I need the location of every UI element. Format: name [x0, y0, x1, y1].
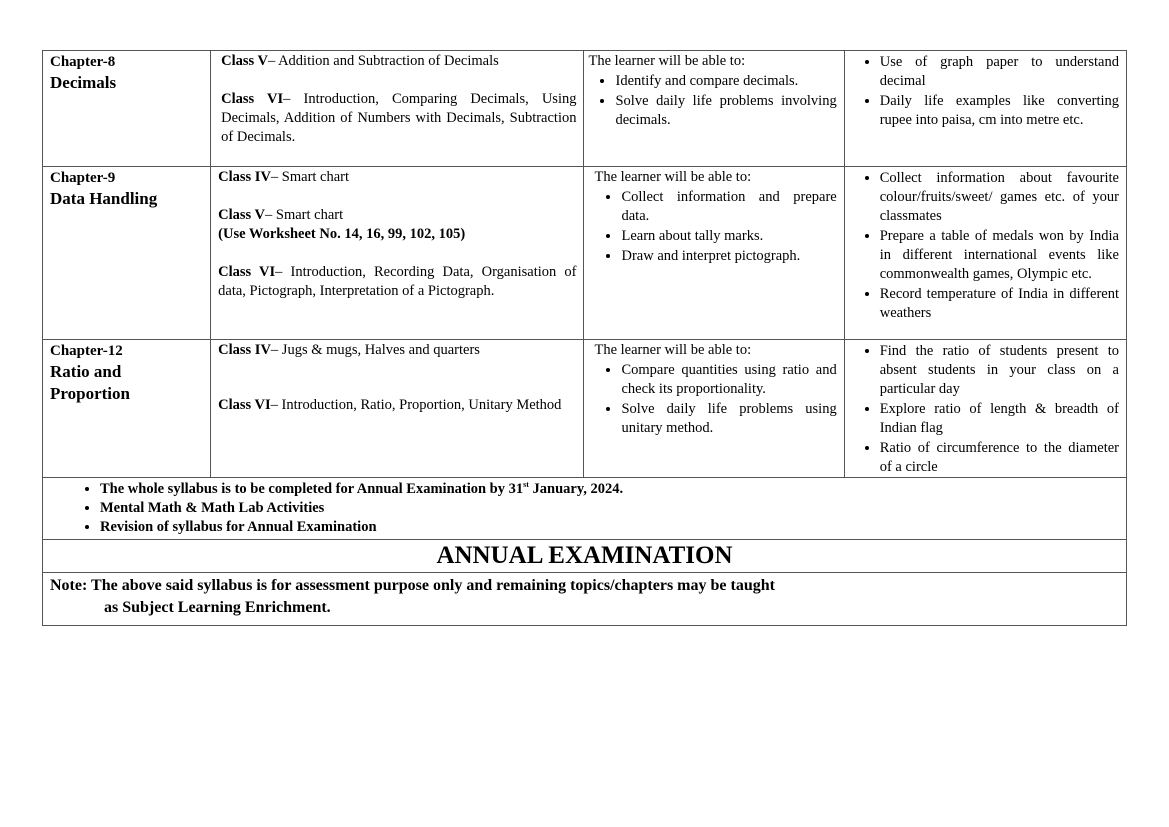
list-item: • Identify and compare decimals. [615, 71, 836, 91]
note-line: Note: The above said syllabus is for assessment purpose only and remaining topics/chapters may be taught [50, 577, 775, 594]
outcomes-list [594, 187, 836, 266]
list-item: • Use of graph paper to understand decimal [880, 52, 1119, 91]
outcomes-cell [584, 51, 844, 167]
list-item: • Ratio of circumference to the diameter of a circle [880, 438, 1119, 477]
chapter-cell [43, 340, 211, 478]
chapter-cell [43, 167, 211, 340]
notes-list [43, 480, 1126, 537]
table-row [43, 167, 1127, 340]
class-label: Class VI [218, 397, 271, 413]
list-item: • Compare quantities using ratio and check its proportionality. [621, 360, 836, 399]
outcomes-cell [584, 167, 844, 340]
list-item: • Draw and interpret pictograph. [621, 246, 836, 266]
syllabus-page [42, 50, 1127, 626]
notes-row [43, 478, 1127, 540]
class-label: Class VI [221, 91, 284, 107]
dash: – [270, 342, 279, 358]
list-item: • Revision of syllabus for Annual Examination [100, 518, 1126, 537]
class-topics: Jugs & mugs, Halves and quarters [278, 342, 480, 358]
list-item: • Collect information and prepare data. [621, 187, 836, 226]
content-cell [211, 167, 584, 340]
syllabus-table [42, 50, 1127, 626]
note-line: as Subject Learning Enrichment. [104, 599, 331, 616]
list-item: • Solve daily life problems using unitary method. [621, 399, 836, 438]
list-item: • Prepare a table of medals won by India in different international events like commonwealth games, Olympic etc. [880, 226, 1119, 284]
chapter-number: Chapter-8 [50, 54, 116, 70]
class-topics: Introduction, Recording Data, Organisation of data, Pictograph, Interpretation of a Pictograph. [218, 264, 577, 299]
class-label: Class IV [218, 342, 271, 358]
list-item: • Record temperature of India in different weathers [880, 284, 1119, 323]
dash: – [270, 397, 278, 413]
dash: – [283, 91, 291, 107]
class-topics: Introduction, Comparing Decimals, Using Decimals, Addition of Numbers with Decimals, Subtraction of Decimals. [221, 91, 577, 145]
outcomes-intro: The learner will be able to: [594, 342, 752, 358]
dash: – [265, 207, 273, 223]
list-item: • Find the ratio of students present to absent students in your class on a particular day [880, 341, 1119, 399]
class-topics: Introduction, Ratio, Proportion, Unitary Method [277, 397, 562, 413]
activities-list [853, 341, 1119, 477]
outcomes-intro: The learner will be able to: [594, 169, 752, 185]
activities-list [853, 168, 1119, 323]
class-label: Class VI [218, 264, 276, 280]
list-item: • Daily life examples like converting rupee into paisa, cm into metre etc. [880, 91, 1119, 130]
content-cell [211, 340, 584, 478]
dash: – [275, 264, 283, 280]
chapter-number: Chapter-12 [50, 343, 123, 359]
annual-row [43, 540, 1127, 573]
table-row [43, 340, 1127, 478]
list-item: • Solve daily life problems involving decimals. [615, 91, 836, 130]
list-item: • Collect information about favourite colour/fruits/sweet/ games etc. of your classmates [880, 168, 1119, 226]
outcomes-cell [584, 340, 844, 478]
outcomes-intro: The learner will be able to: [588, 53, 746, 69]
chapter-cell [43, 51, 211, 167]
activities-cell [844, 51, 1126, 167]
list-item: • Explore ratio of length & breadth of Indian flag [880, 399, 1119, 438]
annual-examination-heading: ANNUAL EXAMINATION [436, 542, 733, 569]
list-item: • The whole syllabus is to be completed for Annual Examination by 31st January, 2024. [100, 480, 1126, 499]
note-row [43, 573, 1127, 626]
class-label: Class V [218, 207, 266, 223]
chapter-title: Data Handling [50, 189, 158, 208]
class-topics: Smart chart [272, 207, 344, 223]
superscript: st [523, 480, 529, 490]
outcomes-list [594, 360, 836, 438]
list-item: • Learn about tally marks. [621, 226, 836, 246]
chapter-title: Decimals [50, 73, 117, 92]
class-topics: Smart chart [278, 169, 350, 185]
list-item: • Mental Math & Math Lab Activities [100, 499, 1126, 518]
class-label: Class IV [218, 169, 271, 185]
dash: – [268, 53, 276, 69]
table-row [43, 51, 1127, 167]
activities-list [853, 52, 1119, 130]
outcomes-list [588, 71, 836, 130]
class-label: Class V [221, 53, 269, 69]
dash: – [270, 169, 279, 185]
activities-cell [844, 167, 1126, 340]
class-topics: Addition and Subtraction of Decimals [275, 53, 499, 69]
annual-cell [43, 540, 1127, 573]
worksheet-note: (Use Worksheet No. 14, 16, 99, 102, 105) [218, 226, 466, 242]
note-cell [43, 573, 1127, 626]
content-cell [211, 51, 584, 167]
activities-cell [844, 340, 1126, 478]
chapter-number: Chapter-9 [50, 170, 116, 186]
chapter-title: Ratio and Proportion [50, 362, 130, 403]
notes-cell [43, 478, 1127, 540]
